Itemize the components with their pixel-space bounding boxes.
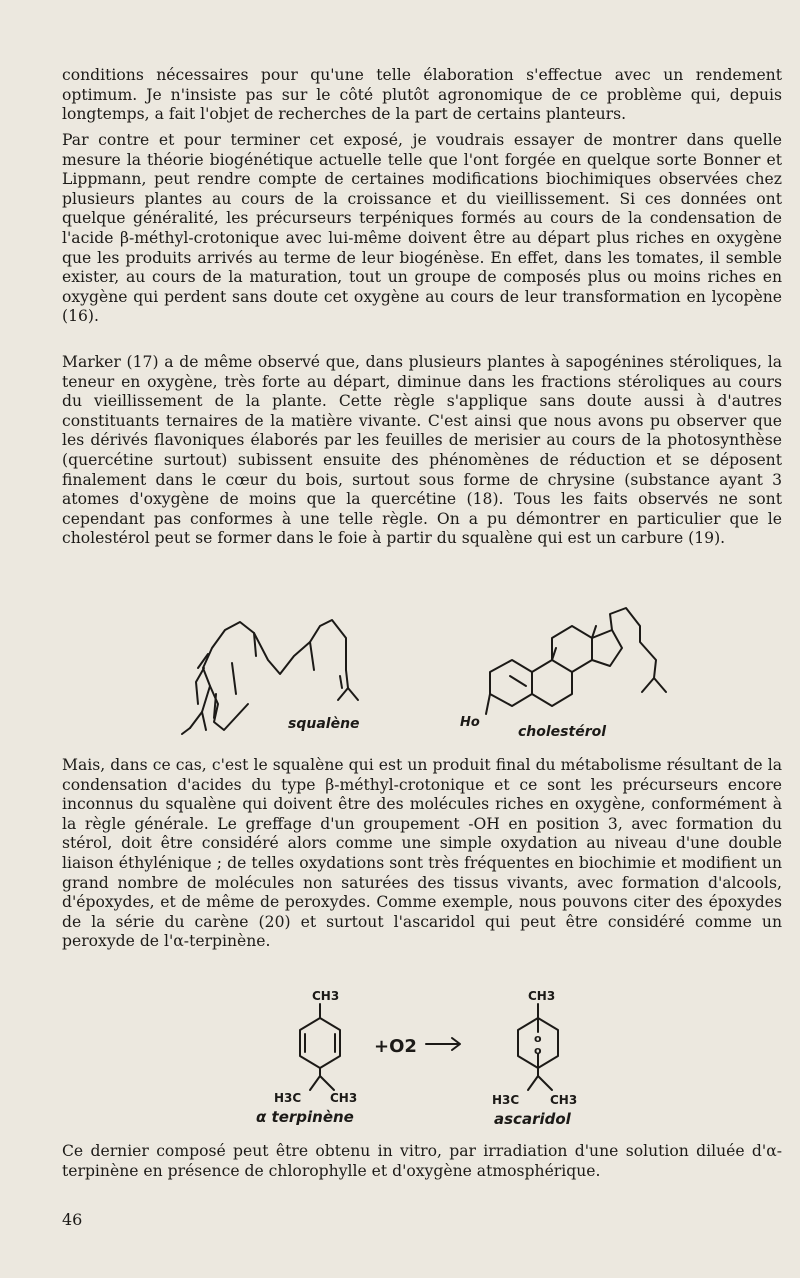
terpinene-ch3-top: CH3 — [312, 989, 340, 1003]
page-number: 46 — [62, 1210, 83, 1229]
ho-label: Ho — [460, 715, 480, 730]
squalene-label: squalène — [288, 716, 360, 732]
peroxide-o-upper: o — [534, 1032, 542, 1045]
terpinene-h3c: H3C — [274, 1091, 302, 1105]
paragraph-5: Ce dernier composé peut être obtenu in vitro, par irradiation d'une solution diluée d'α-terpinène en présence de chlorophylle et d'oxygène atmosphérique. — [62, 1142, 782, 1180]
cholesterol-structure — [486, 608, 666, 714]
paragraph-4: Mais, dans ce cas, c'est le squalène qui est un produit final du métabolisme résultant de la condensation d'acides du type β-méthyl-crotonique et ce sont les précurseurs encore inconnus du squalène qui doivent être des molécules riches en oxygène, conformément à la règle générale. Le greffage d'un groupement -OH en position 3, avec formation du stérol, doit être considéré alors comme une simple oxydation au niveau d'une double liaison éthylénique ; de telles oxydations sont très fréquentes en biochimie et modifient un grand nombre de molécules non saturées des tissus vivants, avec formation d'alcools, d'époxydes, et de même de peroxydes. Comme exemple, nous pouvons citer des époxydes de la série du carène (20) et surtout l'ascaridol qui peut être considéré comme un peroxyde de l'α-terpinène. — [62, 756, 782, 951]
reaction-arrow — [426, 1038, 460, 1050]
terpinene-ch3-right: CH3 — [330, 1091, 358, 1105]
ascaridol-h3c: H3C — [492, 1093, 520, 1107]
peroxide-o-lower: o — [534, 1044, 542, 1057]
cholesterol-label: cholestérol — [518, 724, 607, 740]
figure-terpinene-ascaridol — [224, 980, 604, 1130]
reaction-plus-o2: +O2 — [374, 1036, 417, 1057]
paragraph-3: Marker (17) a de même observé que, dans plusieurs plantes à sapogénines stéroliques, la teneur en oxygène, très forte au départ, diminue dans les fractions stéroliques au cours du vieillissement de la plante. Cette règle s'applique sans doute aussi à d'autres constituants ternaires de la matière vivante. C'est ainsi que nous avons pu observer que les dérivés flavoniques élaborés par les feuilles de merisier au cours de la photosynthèse (quercétine surtout) subissent ensuite des phénomènes de réduction et se déposent finalement dans le cœur du bois, surtout sous forme de chrysine (substance ayant 3 atomes d'oxygène de moins que la quercétine (18). Tous les faits observés ne sont cependant pas conformes à une telle règle. On a pu démontrer en particulier que le cholestérol peut se former dans le foie à partir du squalène qui est un carbure (19). — [62, 353, 782, 548]
ascaridol-ch3-right: CH3 — [550, 1093, 578, 1107]
terpinene-structure — [300, 1004, 340, 1090]
terpinene-label: α terpinène — [256, 1108, 354, 1126]
paragraph-2: Par contre et pour terminer cet exposé, je voudrais essayer de montrer dans quelle mesure la théorie biogénétique actuelle telle que l'ont forgée en quelque sorte Bonner et Lippmann, peut rendre compte de certaines modifications biochimiques observées chez plusieurs plantes au cours de la croissance et du vieillissement. Si ces données ont quelque généralité, les précurseurs terpéniques formés au cours de la condensation de l'acide β-méthyl-crotonique avec lui-même doivent être au départ plus riches en oxygène que les produits arrivés au terme de leur biogénèse. En effet, dans les tomates, il semble exister, au cours de la maturation, tout un groupe de composés plus ou moins riches en oxygène qui perdent sans doute cet oxygène au cours de leur transformation en lycopène (16). — [62, 131, 782, 326]
ascaridol-label: ascaridol — [494, 1110, 571, 1128]
ascaridol-ch3-top: CH3 — [528, 989, 556, 1003]
figure-squalene-cholesterol — [170, 608, 690, 748]
paragraph-1: conditions nécessaires pour qu'une telle élaboration s'effectue avec un rendement optimum. Je n'insiste pas sur le côté plutôt agronomique de ce problème qui, depuis longtemps, a fait l'objet de recherches de la part de certains planteurs. — [62, 66, 782, 124]
